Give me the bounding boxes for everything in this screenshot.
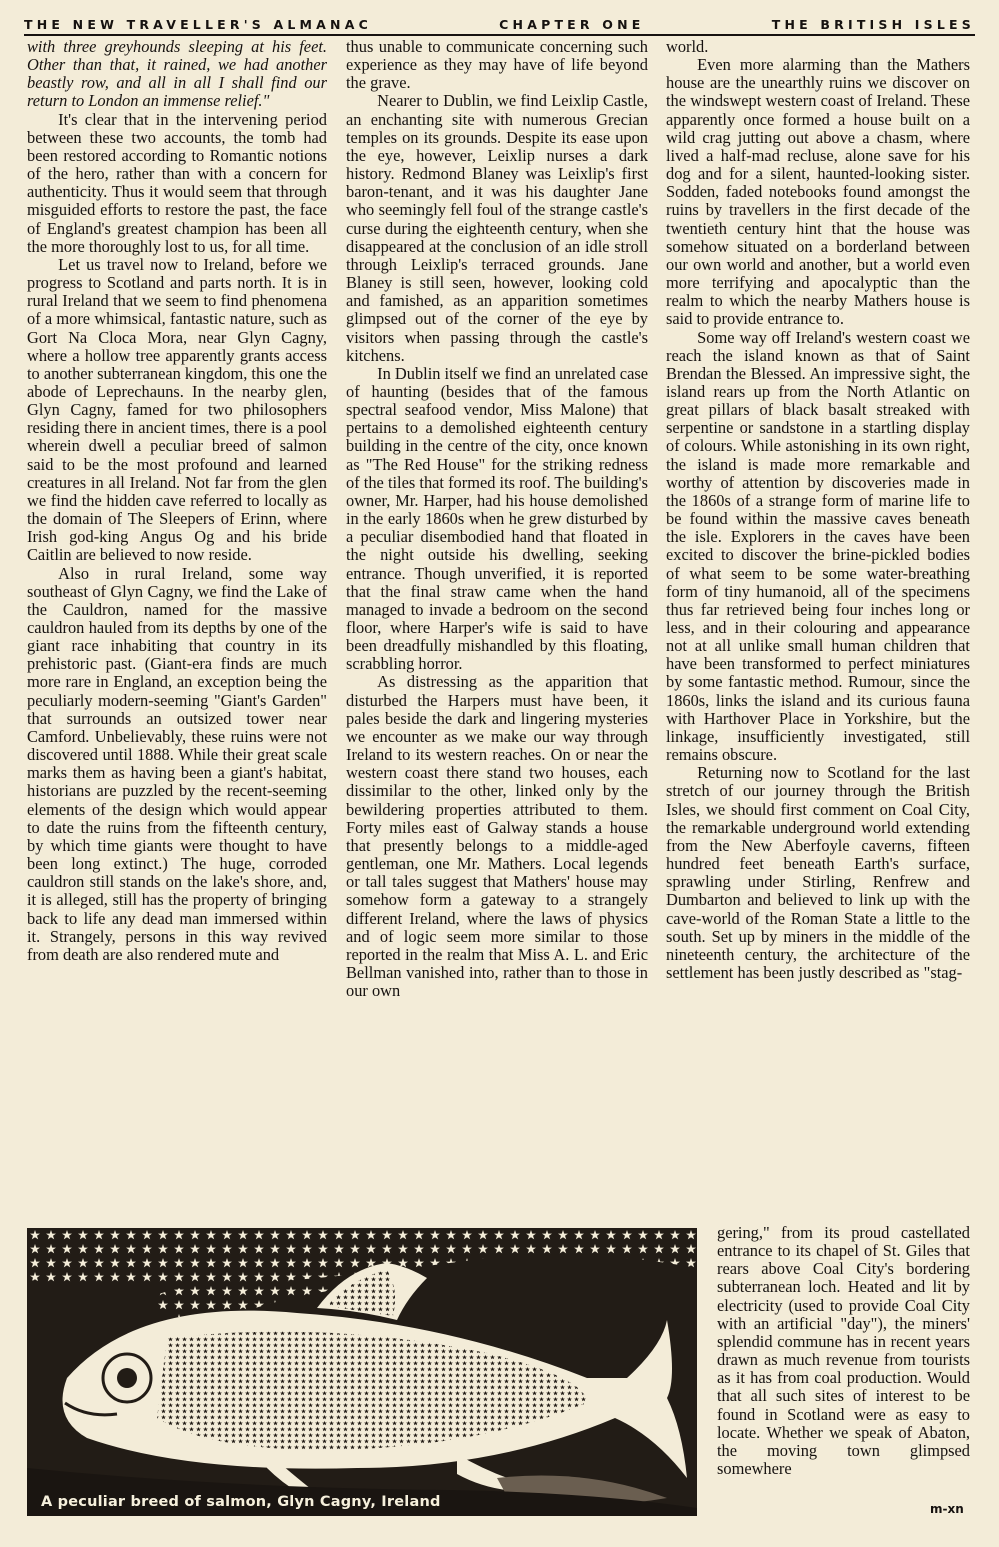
- figure-caption: A peculiar breed of salmon, Glyn Cagny, Ireland: [41, 1494, 441, 1510]
- text-column-3: [666, 38, 970, 1223]
- text-column-2: [346, 38, 648, 1220]
- paragraph: Nearer to Dublin, we find Leixlip Castle, an enchanting site with numerous Grecian temples on its grounds. Despite its ease upon the eye, however, Leixlip nurses a dark history. Redmond Blaney was Leixlip's first baron-tenant, and it was his daughter Jane who seemingly fell foul of the strange castle's curse during the eighteenth century, when she disappeared at the conclusion of an idle stroll through Leixlip's terraced grounds. Jane Blaney is still seen, however, looking cold and famished, as an apparition sometimes glimpsed out of the corner of the eye by visitors when passing through the castle's kitchens.: [346, 91, 648, 365]
- paragraph: It's clear that in the intervening period between these two accounts, the tomb had been restored according to Romantic notions of the hero, rather than with a concern for authenticity. Thus it would seem that through misguided efforts to restore the past, the face of England's greatest champion has been all the more thoroughly lost to us, for all time.: [27, 109, 327, 256]
- text-column-1: [27, 38, 327, 1220]
- salmon-woodcut-icon: [27, 1228, 697, 1516]
- header-book-title: THE NEW TRAVELLER'S ALMANAC: [24, 17, 372, 32]
- paragraph: thus unable to communicate concerning such experience as they may have of life beyond the grave.: [346, 38, 648, 93]
- paragraph: As distressing as the apparition that disturbed the Harpers must have been, it pales beside the dark and lingering mysteries we encounter as we make our way through Ireland to its western reaches. On or near the western coast there stand two houses, each dissimilar to the other, linked only by the bewildering properties attributed to them. Forty miles east of Galway stands a house that presently belongs to a middle-aged gentleman, one Mr. Mathers. Local legends or tall tales suggest that Mathers' house may somehow form a gateway to a strangely different Ireland, where the laws of physics and of logic seem more similar to those reported in the realm that Miss A. L. and Eric Bellman vanished into, rather than to those in our own: [346, 672, 648, 1001]
- text-column-3-lower: [717, 1224, 970, 1520]
- paragraph: Some way off Ireland's western coast we reach the island known as that of Saint Brendan the Blessed. An impressive sight, the island rears up from the North Atlantic on great pillars of black basalt streaked with serpentine or sandstone in a startling display of colours. While astonishing in its own right, the island is made more remarkable and worthy of attention by discoveries made in the 1860s of a strange form of marine life to be found within the massive caves beneath the isle. Explorers in the caves have been excited to discover the brine-pickled bodies of what seem to be some water-breathing form of tiny humanoid, all of the specimens thus far retrieved being four inches long or less, and in their colouring and appearance not at all unlike small human children that have been transformed to perfect miniatures by some fantastic method. Rumour, since the 1860s, links the island and its curious fauna with Harthover Place in Yorkshire, but the linkage, insufficiently investigated, still remains obscure.: [666, 327, 970, 765]
- paragraph: gering," from its proud castellated entrance to its chapel of St. Giles that rears above Coal City's bordering subterranean loch. Heated and lit by electricity (used to provide Coal City with an artificial "day"), the miners' splendid commune has in recent years drawn as much revenue from tourists as it has from coal production. Would that all such sites of interest to be found in Scotland were as easy to locate. Whether we speak of Abaton, the moving town glimpsed somewhere: [717, 1224, 970, 1479]
- header-chapter: CHAPTER ONE: [499, 17, 645, 32]
- paragraph: Even more alarming than the Mathers house are the unearthly ruins we discover on the windswept western coast of Ireland. These apparently once formed a house built on a wild crag jutting out above a chasm, where lived a half-mad recluse, alone save for his dog and for a silent, haunted-looking sister. Sodden, faded notebooks found amongst the ruins by travellers in the first decade of the twentieth century hint that the house was somehow situated on a borderland between our own world and another, but a world even more terrifying and apocalyptic than the realm to which the nearby Mathers house is said to provide entrance to.: [666, 55, 970, 329]
- paragraph: world.: [666, 38, 709, 56]
- paragraph: Let us travel now to Ireland, before we progress to Scotland and parts north. It is in rural Ireland that we seem to find phenomena of a more whimsical, fantastic nature, such as Gort Na Cloca Mora, near Glyn Cagny, where a hollow tree apparently grants access to another subterranean kingdom, this one the abode of Leprechauns. In the nearby glen, Glyn Cagny, famed for two philosophers residing there in ancient times, there is a pool wherein dwell a peculiar breed of salmon said to be the most profound and learned creatures in all Ireland. Not far from the glen we find the hidden cave referred to locally as the domain of The Sleepers of Erinn, where Irish god-king Angus Og and his bride Caitlin are believed to now reside.: [27, 254, 327, 565]
- paragraph: with three greyhounds sleeping at his feet. Other than that, it rained, we had another beastly row, and all in all I shall find our return to London an immense relief.": [27, 38, 327, 111]
- page-number: m-xn: [930, 1502, 964, 1516]
- salmon-illustration: [27, 1228, 697, 1516]
- paragraph: Returning now to Scotland for the last stretch of our journey through the British Isles, we should first comment on Coal City, the remarkable underground world extending from the New Aberfoyle caverns, fifteen hundred feet beneath Earth's surface, sprawling under Stirling, Renfrew and Dumbarton and believed to link up with the cave-world of the Roman State a little to the south. Set up by miners in the middle of the nineteenth century, the architecture of the settlement has been justly described as "stag-: [666, 763, 970, 982]
- header-section: THE BRITISH ISLES: [771, 17, 975, 32]
- running-header: [24, 10, 975, 36]
- paragraph: Also in rural Ireland, some way southeast of Glyn Cagny, we find the Lake of the Cauldron, named for the massive cauldron hauled from its depths by one of the giant race inhabiting that country in its prehistoric past. (Giant-era finds are much more rare in England, an exception being the peculiarly modern-seeming "Giant's Garden" that surrounds an outsized tower near Camford. Unbelievably, these ruins were not discovered until 1888. While their great scale marks them as having been a giant's habitat, historians are puzzled by the recent-seeming elements of the design which would appear to date the ruins from the fifteenth century, by which time giants were thought to have been long extinct.) The huge, corroded cauldron still stands on the lake's shore, and, it is alleged, still has the property of bringing back to life any dead man immersed within it. Strangely, persons in this way revived from death are also rendered mute and: [27, 563, 327, 964]
- paragraph: In Dublin itself we find an unrelated case of haunting (besides that of the famous spectral seafood vendor, Miss Malone) that pertains to a demolished eighteenth century building in the centre of the city, once known as "The Red House" for the striking redness of the tiles that formed its roof. The building's owner, Mr. Harper, had his house demolished in the early 1860s when he grew disturbed by a peculiar disembodied hand that floated in the night outside his dwelling, seeking entrance. Though unverified, it is reported that the final straw came when the hand managed to invade a bedroom on the second floor, where Harper's wife is said to have been dreadfully mishandled by this floating, scrabbling horror.: [346, 363, 648, 674]
